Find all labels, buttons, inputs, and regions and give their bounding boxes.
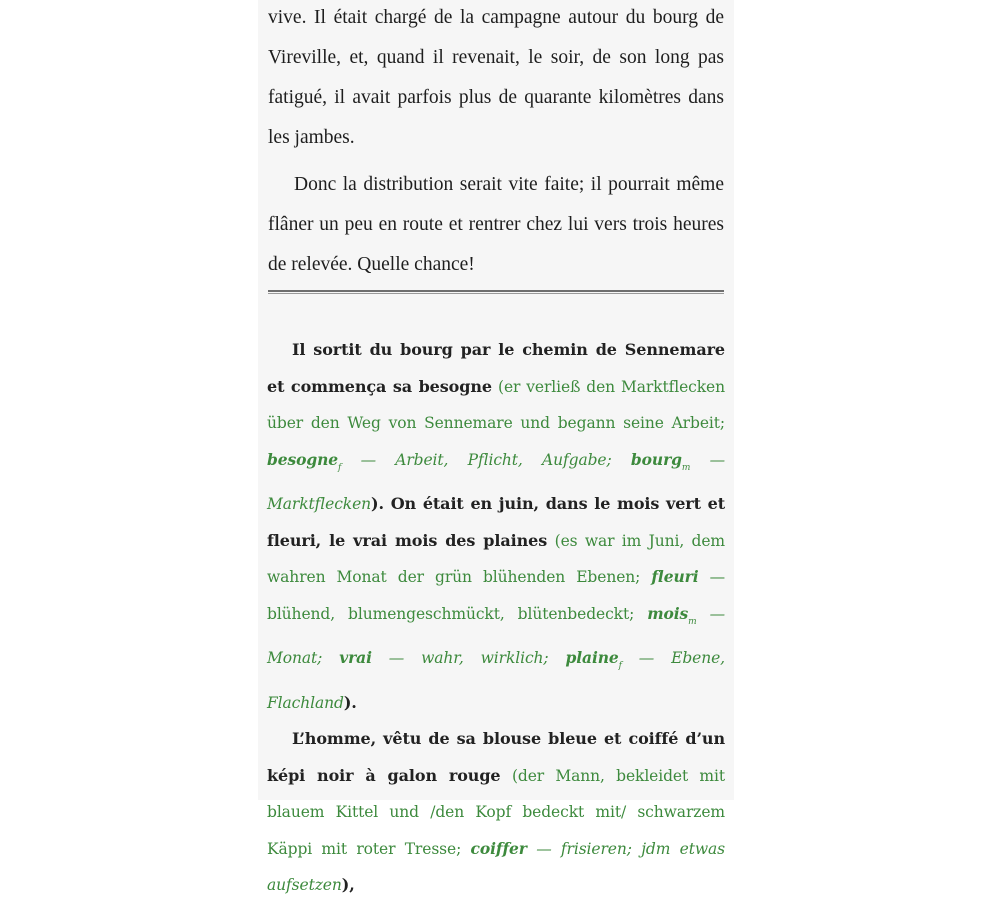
vocab-word: fleuri: [651, 567, 699, 586]
french-text-section: [268, 0, 724, 285]
section-divider: [268, 290, 724, 294]
german-gloss: (er verließ den Marktflecken über den Weg von Sennemare und begann seine Arbeit; besogne$_f$ — Arbeit, Pflicht, Aufgabe; bourg$_m$ — Marktflecken: [267, 377, 725, 513]
gender-marker: f: [618, 661, 622, 671]
french-sentence: Il sortit du bourg par le chemin de Sennemare et commença sa besogne: [267, 340, 725, 396]
gender-marker: m: [681, 462, 691, 473]
paragraph-continuation: vive. Il était chargé de la campagne autour du bourg de Vireville, et, quand il revenait, le soir, de son long pas fatigué, il avait parfois plus de quarante kilomètres dans les jambes.: [268, 7, 724, 148]
vocab-word: coiffer: [470, 838, 527, 858]
french-sentence: On était en juin, dans le mois vert et fleuri, le vrai mois des plaines: [267, 494, 725, 550]
vocab-word: besogne: [267, 449, 339, 469]
french-sentence: L’homme, vêtu de sa blouse bleue et coiffé d’un képi noir à galon rouge: [267, 729, 725, 785]
bilingual-paragraph-1: Il sortit du bourg par le chemin de Sennemare et commença sa besogne (er verließ den Marktflecken über den Weg von Sennemare und begann seine Arbeit; besogne$_f$ — Arbeit, Pflicht, Aufgabe; bourg$_m$ — Marktflecken). On était en juin, dans le mois vert et fleuri, le vrai mois des plaines (es war im Juni, dem wahren Monat der grün blühenden Ebenen; fleuri — blühend, blumengeschmückt, blütenbedeckt; mois$_m$ — Monat; vrai — wahr, wirklich; plaine$_f$ — Ebene, Flachland).: [267, 340, 725, 712]
german-gloss: (es war im Juni, dem wahren Monat der grün blühenden Ebenen; fleuri — blühend, blumengeschmückt, blütenbedeckt; mois$_m$ — Monat; vrai — wahr, wirklich; plaine$_f$ — Ebene, Flachland: [267, 531, 725, 712]
vocab-word: vrai: [339, 648, 372, 667]
vocab-word: plaine: [565, 648, 619, 667]
vocab-word: bourg: [630, 449, 682, 469]
bilingual-paragraph-2: L’homme, vêtu de sa blouse bleue et coiffé d’un képi noir à galon rouge (der Mann, bekleidet mit blauem Kittel und /den Kopf bedeckt mit/ schwarzem Käppi mit roter Tresse; coiffer — frisieren; jdm etwas aufsetzen),: [267, 729, 725, 894]
vocab-word: mois: [647, 603, 689, 623]
gender-marker: f: [338, 462, 342, 473]
bilingual-section: [267, 332, 725, 904]
paragraph-distribution: Donc la distribution serait vite faite; il pourrait même flâner un peu en route et rentrer chez lui vers trois heures de relevée. Quelle chance!: [268, 174, 724, 275]
gender-marker: m: [688, 616, 697, 627]
german-gloss: (der Mann, bekleidet mit blauem Kittel und /den Kopf bedeckt mit/ schwarzem Käppi mit roter Tresse; coiffer — frisieren; jdm etwas aufsetzen: [267, 766, 725, 894]
